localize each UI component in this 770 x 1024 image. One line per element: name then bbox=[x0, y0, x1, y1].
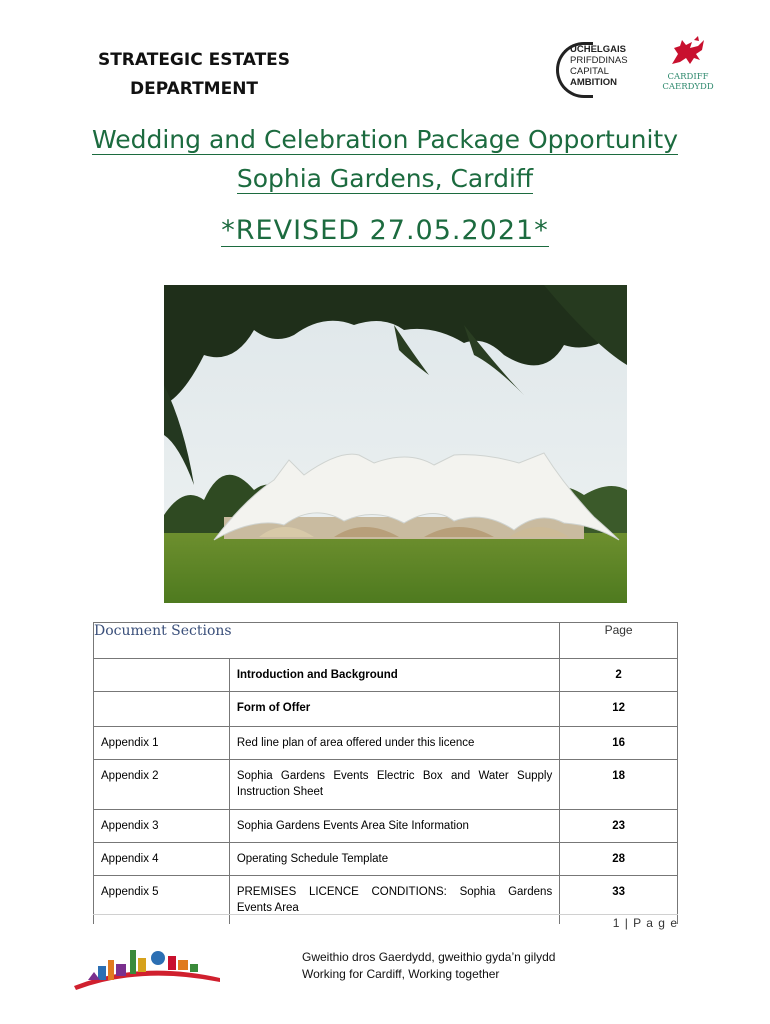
table-row bbox=[94, 659, 678, 692]
section-label: Appendix 5 bbox=[94, 876, 230, 925]
revision-notice: *REVISED 27.05.2021* bbox=[221, 215, 549, 246]
table-row bbox=[94, 760, 678, 810]
section-title: Introduction and Background bbox=[229, 659, 559, 692]
department-line-2: DEPARTMENT bbox=[129, 79, 259, 99]
section-title: Sophia Gardens Events Electric Box and Water Supply Instruction Sheet bbox=[229, 760, 559, 810]
capital-ambition-logo bbox=[556, 38, 640, 98]
section-title: Form of Offer bbox=[229, 692, 559, 727]
cardiff-council-logo bbox=[656, 36, 720, 98]
sections-heading: Document Sections bbox=[94, 623, 560, 659]
cardiff-skyline-logo bbox=[70, 938, 230, 990]
logo-text-line: UCHELGAIS bbox=[570, 44, 626, 55]
section-title: PREMISES LICENCE CONDITIONS: Sophia Gardens Events Area bbox=[229, 876, 559, 925]
section-page: 23 bbox=[560, 810, 678, 843]
section-label: Appendix 3 bbox=[94, 810, 230, 843]
footer-motto bbox=[302, 949, 555, 983]
section-label bbox=[94, 692, 230, 727]
logo-text-line: CAERDYDD bbox=[662, 82, 714, 92]
department-line-1: STRATEGIC ESTATES bbox=[97, 50, 291, 70]
section-page: 2 bbox=[560, 659, 678, 692]
document-subtitle: Sophia Gardens, Cardiff bbox=[236, 164, 534, 193]
table-row bbox=[94, 843, 678, 876]
document-title: Wedding and Celebration Package Opportunity bbox=[91, 125, 679, 154]
page-column-heading: Page bbox=[560, 623, 678, 659]
section-label: Appendix 2 bbox=[94, 760, 230, 810]
welsh-dragon-icon bbox=[668, 36, 708, 68]
table-header-row bbox=[94, 623, 678, 659]
section-page: 16 bbox=[560, 727, 678, 760]
section-label bbox=[94, 659, 230, 692]
marquee-photo bbox=[164, 285, 627, 603]
section-title: Red line plan of area offered under this licence bbox=[229, 727, 559, 760]
table-row bbox=[94, 810, 678, 843]
logo-text-line: AMBITION bbox=[570, 77, 617, 88]
section-page: 33 bbox=[560, 876, 678, 925]
section-title: Sophia Gardens Events Area Site Information bbox=[229, 810, 559, 843]
table-row bbox=[94, 876, 678, 925]
page-number: 1 | P a g e bbox=[612, 916, 678, 930]
section-label: Appendix 1 bbox=[94, 727, 230, 760]
department-name bbox=[88, 46, 300, 104]
logo-text-line: CAPITAL bbox=[570, 66, 609, 77]
motto-welsh: Gweithio dros Gaerdydd, gweithio gyda’n gilydd bbox=[302, 950, 556, 964]
section-page: 18 bbox=[560, 760, 678, 810]
table-row bbox=[94, 692, 678, 727]
logo-text-line: CARDIFF bbox=[667, 72, 709, 82]
section-page: 28 bbox=[560, 843, 678, 876]
footer-divider bbox=[93, 914, 678, 915]
section-label: Appendix 4 bbox=[94, 843, 230, 876]
logo-text-line: PRIFDDINAS bbox=[570, 55, 628, 66]
section-page: 12 bbox=[560, 692, 678, 727]
document-sections-table bbox=[93, 622, 678, 924]
table-row bbox=[94, 727, 678, 760]
motto-english: Working for Cardiff, Working together bbox=[302, 967, 500, 981]
section-title: Operating Schedule Template bbox=[229, 843, 559, 876]
